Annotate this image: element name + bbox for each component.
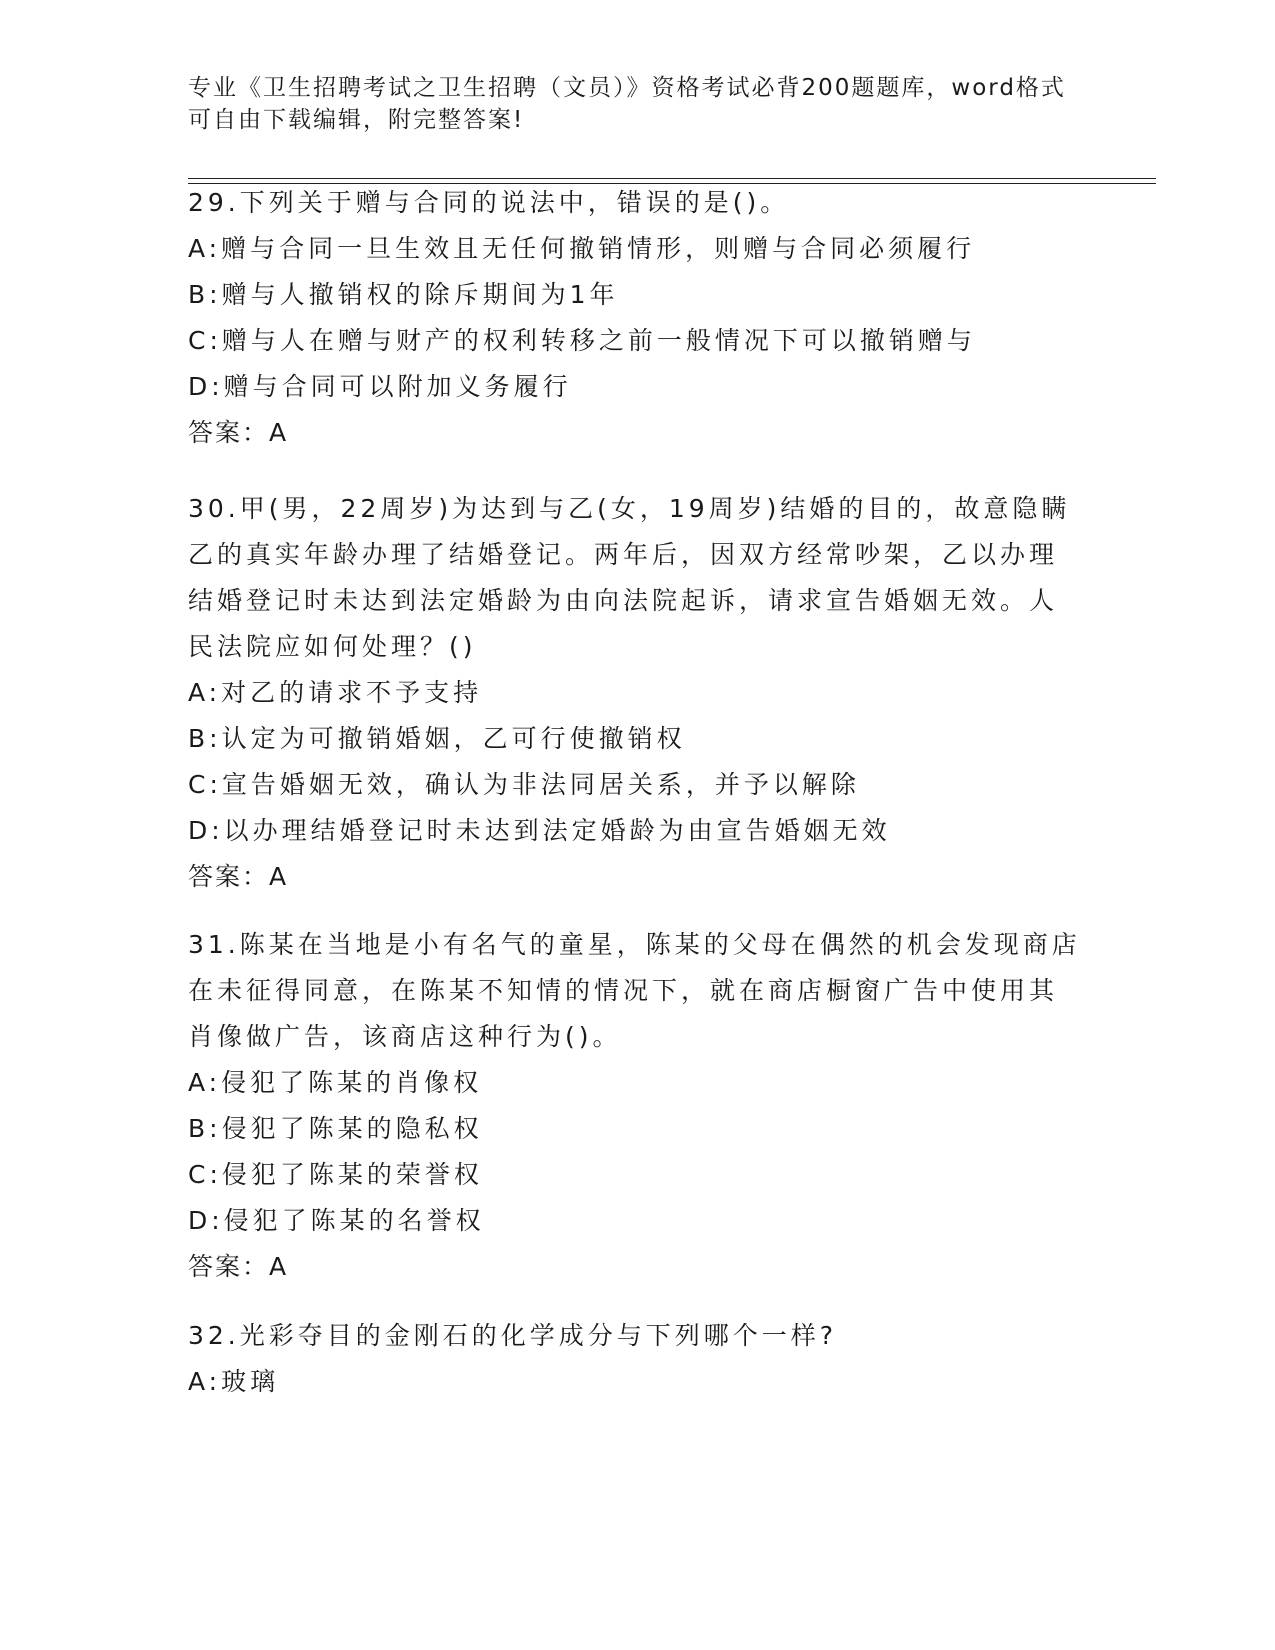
question-31 <box>188 922 1088 1290</box>
option-d: D:以办理结婚登记时未达到法定婚龄为由宣告婚姻无效 <box>188 816 891 845</box>
option-a: A:玻璃 <box>188 1367 280 1396</box>
option-c: C:赠与人在赠与财产的权利转移之前一般情况下可以撤销赠与 <box>188 326 976 355</box>
option-b: B:认定为可撤销婚姻，乙可行使撤销权 <box>188 724 686 753</box>
answer: 答案：A <box>188 1252 289 1281</box>
question-stem: 29.下列关于赠与合同的说法中，错误的是()。 <box>188 188 790 217</box>
question-stem-line: 在未征得同意，在陈某不知情的情况下，就在商店橱窗广告中使用其 <box>188 976 1059 1005</box>
option-a: A:侵犯了陈某的肖像权 <box>188 1068 483 1097</box>
question-stem: 32.光彩夺目的金刚石的化学成分与下列哪个一样? <box>188 1321 838 1350</box>
question-stem-line: 30.甲(男，22周岁)为达到与乙(女，19周岁)结婚的目的，故意隐瞒 <box>188 494 1071 523</box>
question-32 <box>188 1313 1088 1405</box>
header-divider-top <box>188 178 1156 179</box>
document-header <box>188 72 1088 136</box>
question-stem-line: 肖像做广告，该商店这种行为()。 <box>188 1022 622 1051</box>
option-c: C:宣告婚姻无效，确认为非法同居关系，并予以解除 <box>188 770 860 799</box>
answer: 答案：A <box>188 862 289 891</box>
question-stem-line: 结婚登记时未达到法定婚龄为由向法院起诉，请求宣告婚姻无效。人 <box>188 586 1059 615</box>
question-stem-line: 民法院应如何处理？() <box>188 632 477 661</box>
question-stem-line: 31.陈某在当地是小有名气的童星，陈某的父母在偶然的机会发现商店 <box>188 930 1081 959</box>
question-30 <box>188 486 1088 900</box>
option-b: B:赠与人撤销权的除斥期间为1年 <box>188 280 619 309</box>
option-a: A:赠与合同一旦生效且无任何撤销情形，则赠与合同必须履行 <box>188 234 976 263</box>
option-d: D:侵犯了陈某的名誉权 <box>188 1206 485 1235</box>
question-29 <box>188 180 1088 456</box>
header-line-2: 可自由下载编辑，附完整答案! <box>188 107 525 133</box>
header-line-1: 专业《卫生招聘考试之卫生招聘（文员）》资格考试必背200题题库，word格式 <box>188 75 1066 101</box>
option-a: A:对乙的请求不予支持 <box>188 678 483 707</box>
question-stem-line: 乙的真实年龄办理了结婚登记。两年后，因双方经常吵架，乙以办理 <box>188 540 1059 569</box>
option-d: D:赠与合同可以附加义务履行 <box>188 372 572 401</box>
option-b: B:侵犯了陈某的隐私权 <box>188 1114 483 1143</box>
option-c: C:侵犯了陈某的荣誉权 <box>188 1160 483 1189</box>
answer: 答案：A <box>188 418 289 447</box>
